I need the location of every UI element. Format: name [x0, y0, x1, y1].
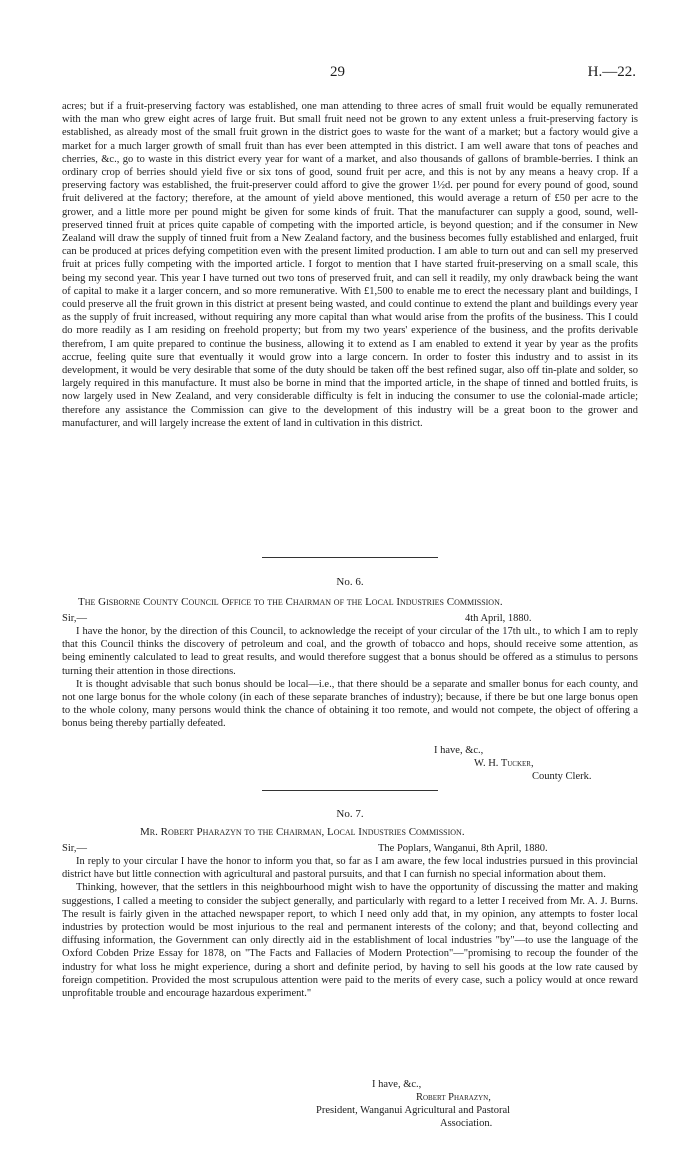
letter-7-heading: Mr. Robert Pharazyn to the Chairman, Local Industries Commission.	[140, 826, 465, 838]
body-paragraph: acres; but if a fruit-preserving factory was established, one man attending to three acres of small fruit would be equally remunerated with the man who grew eight acres of large fruit. But small fruit need not be grown to any extent unless a fruit-preserving factory is established, as already most of the small fruit grown in the district goes to waste for the want of a market; but a factory would give a market for a much larger growth of small fruit than has ever been attempted in this district. I am well aware that tons of peaches and cherries, &c., go to waste in this district every year for want of a market, and also thousands of gallons of bramble-berries. I think an ordinary crop of berries should yield five or six tons of good, sound fruit per acre, and this is not by any means a heavy crop. If a preserving factory was established, the fruit-preserver could afford to give the grower 1½d. per pound for every pound of good, sound fruit delivered at the factory; therefore, at the amount of yield above mentioned, this would average a return of £50 per acre to the grower, and a little more per pound might be given for some kinds of fruit. That the manufacturer can supply a good, sound, well-preserved tinned fruit at prices quite capable of competing with the imported article, is beyond question; and if the consumer in New Zealand will draw the supply of tinned fruit from a New Zealand factory, and the business becomes fully established and enlarged, fruit can be produced at prices defying competition even with the present limited production. I am able to turn out and can sell my preserved fruit at prices fully competing with the imported article. I forgot to mention that I have started fruit-preserving on a small scale, this being my second year. This year I have turned out two tons of preserved fruit, and can sell it readily, my only drawback being the want of capital to make it a larger concern, and so more remunerative. With £1,500 to enable me to erect the necessary plant and buildings, I could preserve all the fruit grown in this district at present being wasted, and could continue to extend the plant and buildings every year as the supply of fruit increased, without requiring any more capital than what would arise from the profits of the business. This I could do more readily as I am residing on freehold property; but from my two years' experience of the business, and the profits derivable therefrom, I am quite prepared to continue the business, allowing it to extend as I am enabled to extend it year by year as the profits accrue, feeling quite sure that eventually it would grow into a large concern. In order to foster this industry and to assist in its development, it would be very desirable that some of the duty should be taken off the best refined sugar, also off tin-plate and solder, so largely required in this manufacture. It must also be borne in mind that the imported article, in the shape of tinned and bottled fruits, is now largely used in New Zealand, and very considerable difficulty is felt in inducing the consumer to use the colonial-made article; therefore any assistance the Commission can give to the development of this industry will be a great boon to the grower and manufacturer, and will largely increase the extent of land in cultivation in this district.	[62, 101, 638, 429]
letter-7-signatory-title-2: Association.	[440, 1118, 493, 1129]
letter-7-paragraph-2: Thinking, however, that the settlers in this neighbourhood might wish to have the opportunity of discussing the matter and making suggestions, I called a meeting to consider the subject generally, and particularly with regard to a letter I received from Mr. A. J. Burns. The result is fairly given in the attached newspaper report, to which I need only add that, in my opinion, any attempts to foster local industries by protection would be most injurious to the real and permanent interests of the colony; and that, beyond collecting and diffusing information, the Government can only directly aid in the establishment of local industries "by"—to use the language of the Oxford Cobden Prize Essay for 1878, on "The Facts and Fallacies of Modern Protection"—"promising to recoup the founder of the industry for what loss he might experience, during a short and definite period, by having to sell his goods at the low rate caused by foreign competition. Provided the most scrupulous attention were paid to the merits of every case, such a policy would at once reward unprofitable trouble and encourage hazardous experiment."	[62, 882, 638, 1000]
letter-7-body	[62, 855, 638, 1000]
letter-7-salutation: Sir,—	[62, 843, 87, 854]
letter-7-number: No. 7.	[336, 808, 364, 820]
letter-6-closing: I have, &c.,	[434, 745, 484, 756]
letter-6-salutation: Sir,—	[62, 613, 87, 624]
letter-6-signatory: W. H. Tucker,	[474, 758, 534, 769]
letter-7-date: The Poplars, Wanganui, 8th April, 1880.	[378, 843, 548, 854]
section-divider	[262, 790, 438, 791]
page-number: 29	[330, 64, 345, 80]
letter-6-number: No. 6.	[336, 576, 364, 588]
letter-7-paragraph-1: In reply to your circular I have the honor to inform you that, so far as I am aware, the few local industries pursued in this provincial district have but little connection with agricultural and pastoral pursuits, and that I can furnish no special information about them.	[62, 856, 638, 881]
letter-7-signatory-title-1: President, Wanganui Agricultural and Pastoral	[316, 1105, 511, 1116]
letter-6-signatory-title: County Clerk.	[532, 771, 592, 782]
letter-6-heading: The Gisborne County Council Office to the Chairman of the Local Industries Commission.	[78, 596, 503, 608]
letter-6-paragraph-2: It is thought advisable that such bonus should be local—i.e., that there should be a separate and smaller bonus for each county, and not one large bonus for the whole colony (in each of these separate branches of industry); because, if there be but one large bonus open to the whole colony, many persons would think the chance of obtaining it too remote, and would not compete, the object of offering a bonus being thereby partially defeated.	[62, 678, 638, 730]
letter-7-signatory: Robert Pharazyn,	[416, 1092, 491, 1103]
letter-6-date: 4th April, 1880.	[465, 613, 532, 624]
continued-letter-text	[62, 100, 638, 430]
document-reference: H.—22.	[587, 64, 636, 80]
letter-6-body	[62, 625, 638, 731]
section-divider	[262, 557, 438, 558]
letter-6-paragraph-1: I have the honor, by the direction of this Council, to acknowledge the receipt of your circular of the 17th ult., to which I am to reply that this Council thinks the discovery of petroleum and coal, and the growth of tobacco and hops, should receive some attention, as being eminently calculated to lead to great results, and would therefore suggest that a bonus should be offered as a stimulus to persons turning their attention in those directions.	[62, 626, 638, 677]
letter-7-closing: I have, &c.,	[372, 1079, 422, 1090]
